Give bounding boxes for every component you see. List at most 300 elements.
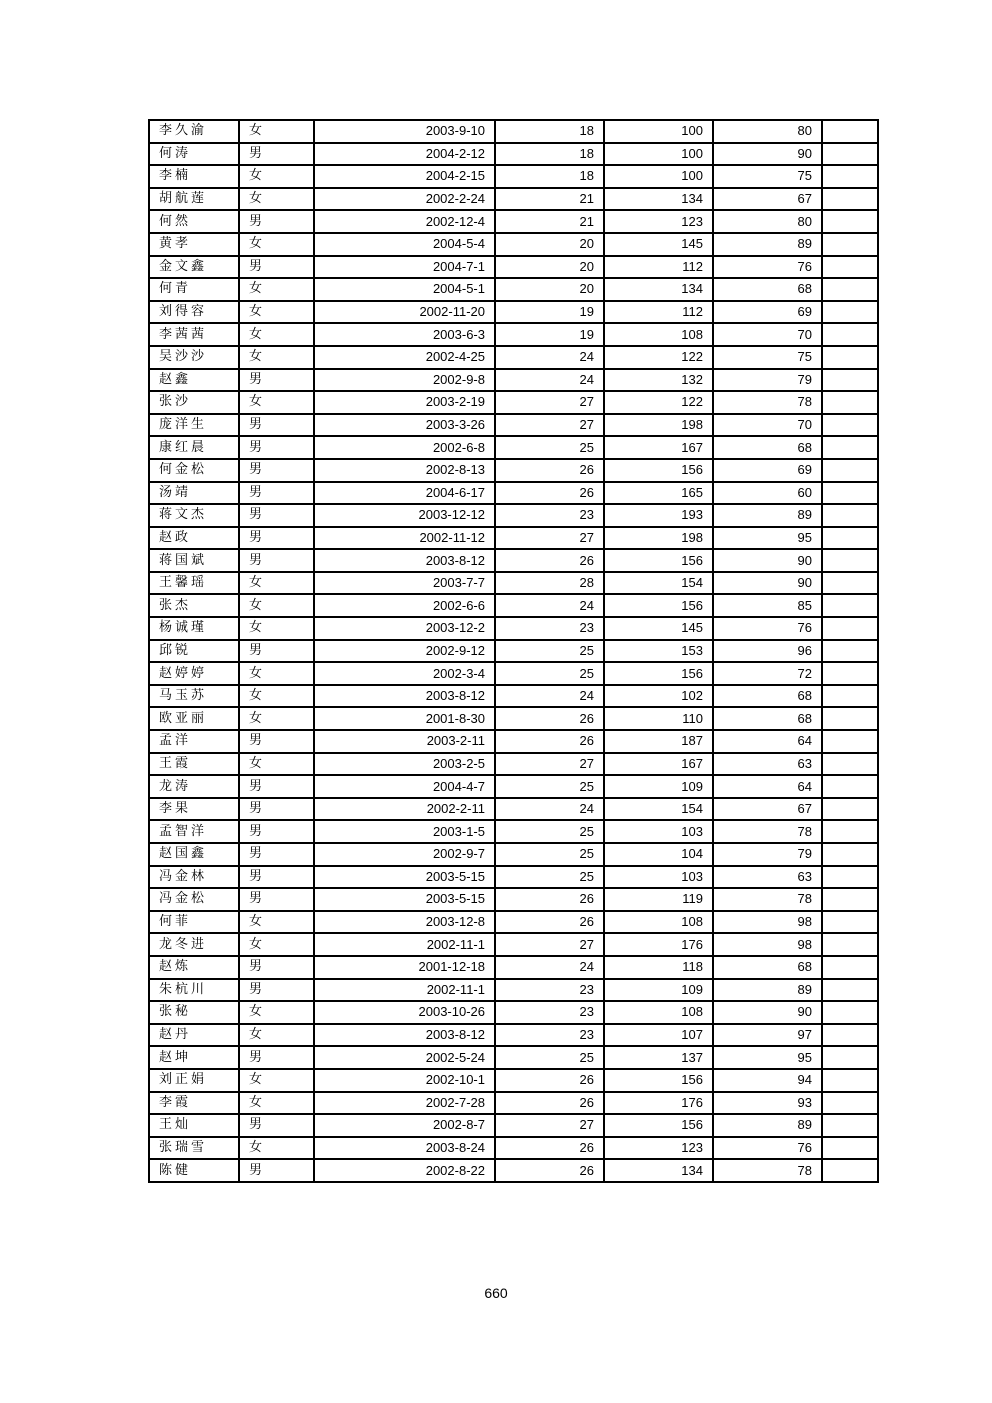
cell-gender: 女: [239, 165, 314, 188]
cell-col4: 27: [495, 414, 604, 437]
cell-gender: 男: [239, 1159, 314, 1182]
cell-col7: [822, 1114, 878, 1137]
cell-gender: 女: [239, 617, 314, 640]
cell-col6: 98: [713, 933, 822, 956]
cell-birthdate: 2002-9-12: [314, 640, 495, 663]
cell-col6: 89: [713, 233, 822, 256]
cell-col6: 63: [713, 753, 822, 776]
cell-gender: 男: [239, 640, 314, 663]
cell-col5: 167: [604, 436, 713, 459]
cell-col4: 18: [495, 120, 604, 143]
cell-name: 孟智洋: [149, 820, 239, 843]
table-row: [149, 120, 878, 143]
cell-col4: 24: [495, 594, 604, 617]
cell-col7: [822, 730, 878, 753]
cell-col4: 25: [495, 640, 604, 663]
table-row: [149, 278, 878, 301]
cell-col4: 21: [495, 210, 604, 233]
cell-col5: 122: [604, 391, 713, 414]
cell-name: 刘正娟: [149, 1069, 239, 1092]
table-row: [149, 617, 878, 640]
cell-gender: 女: [239, 1069, 314, 1092]
cell-col4: 26: [495, 482, 604, 505]
cell-gender: 男: [239, 549, 314, 572]
table-row: [149, 459, 878, 482]
cell-birthdate: 2003-2-19: [314, 391, 495, 414]
cell-name: 金文鑫: [149, 256, 239, 279]
cell-col5: 154: [604, 572, 713, 595]
cell-col5: 176: [604, 1092, 713, 1115]
cell-birthdate: 2002-4-25: [314, 346, 495, 369]
cell-col4: 19: [495, 301, 604, 324]
cell-col5: 118: [604, 956, 713, 979]
cell-col5: 134: [604, 1159, 713, 1182]
cell-name: 刘得容: [149, 301, 239, 324]
cell-birthdate: 2002-11-12: [314, 527, 495, 550]
cell-col5: 102: [604, 685, 713, 708]
table-body: [149, 120, 878, 1182]
cell-col6: 79: [713, 369, 822, 392]
table-row: [149, 482, 878, 505]
cell-name: 王霞: [149, 753, 239, 776]
cell-col5: 112: [604, 256, 713, 279]
cell-col5: 108: [604, 323, 713, 346]
cell-gender: 女: [239, 278, 314, 301]
table-row: [149, 391, 878, 414]
cell-col7: [822, 888, 878, 911]
table-row: [149, 188, 878, 211]
cell-gender: 女: [239, 301, 314, 324]
table-row: [149, 798, 878, 821]
cell-birthdate: 2004-2-15: [314, 165, 495, 188]
cell-col5: 110: [604, 707, 713, 730]
cell-name: 李茜茜: [149, 323, 239, 346]
cell-col7: [822, 617, 878, 640]
table-row: [149, 640, 878, 663]
cell-name: 李霞: [149, 1092, 239, 1115]
cell-col4: 25: [495, 866, 604, 889]
cell-birthdate: 2002-11-20: [314, 301, 495, 324]
cell-col4: 18: [495, 143, 604, 166]
cell-col7: [822, 1092, 878, 1115]
cell-col5: 198: [604, 414, 713, 437]
table-row: [149, 1024, 878, 1047]
table-row: [149, 504, 878, 527]
cell-birthdate: 2003-3-26: [314, 414, 495, 437]
cell-col5: 109: [604, 775, 713, 798]
cell-col6: 64: [713, 730, 822, 753]
cell-gender: 女: [239, 753, 314, 776]
cell-col5: 145: [604, 617, 713, 640]
cell-gender: 男: [239, 843, 314, 866]
cell-col4: 26: [495, 1159, 604, 1182]
cell-birthdate: 2003-8-12: [314, 1024, 495, 1047]
cell-col4: 26: [495, 459, 604, 482]
cell-birthdate: 2003-8-24: [314, 1137, 495, 1160]
cell-name: 康红晨: [149, 436, 239, 459]
cell-name: 孟洋: [149, 730, 239, 753]
cell-col7: [822, 1001, 878, 1024]
cell-name: 赵炼: [149, 956, 239, 979]
cell-col7: [822, 504, 878, 527]
cell-col7: [822, 1069, 878, 1092]
cell-col5: 187: [604, 730, 713, 753]
table-row: [149, 911, 878, 934]
cell-col6: 63: [713, 866, 822, 889]
table-row: [149, 165, 878, 188]
cell-col5: 156: [604, 549, 713, 572]
cell-col4: 23: [495, 1024, 604, 1047]
cell-gender: 女: [239, 911, 314, 934]
cell-birthdate: 2002-5-24: [314, 1046, 495, 1069]
cell-col6: 96: [713, 640, 822, 663]
cell-col6: 90: [713, 1001, 822, 1024]
cell-col6: 78: [713, 1159, 822, 1182]
cell-name: 何菲: [149, 911, 239, 934]
cell-birthdate: 2001-8-30: [314, 707, 495, 730]
cell-gender: 男: [239, 504, 314, 527]
cell-col6: 69: [713, 459, 822, 482]
cell-col7: [822, 1159, 878, 1182]
cell-birthdate: 2004-5-4: [314, 233, 495, 256]
cell-gender: 男: [239, 482, 314, 505]
cell-col5: 167: [604, 753, 713, 776]
cell-col7: [822, 594, 878, 617]
cell-name: 陈健: [149, 1159, 239, 1182]
table-row: [149, 323, 878, 346]
cell-col7: [822, 911, 878, 934]
cell-name: 马玉苏: [149, 685, 239, 708]
table-row: [149, 662, 878, 685]
cell-col6: 95: [713, 527, 822, 550]
cell-col4: 27: [495, 1114, 604, 1137]
cell-name: 李久渝: [149, 120, 239, 143]
cell-name: 张瑞雪: [149, 1137, 239, 1160]
cell-col7: [822, 301, 878, 324]
cell-col7: [822, 165, 878, 188]
cell-col5: 132: [604, 369, 713, 392]
cell-col5: 193: [604, 504, 713, 527]
table-row: [149, 233, 878, 256]
cell-gender: 男: [239, 527, 314, 550]
cell-col7: [822, 572, 878, 595]
cell-gender: 男: [239, 414, 314, 437]
cell-col6: 70: [713, 323, 822, 346]
cell-col7: [822, 1046, 878, 1069]
cell-col5: 100: [604, 165, 713, 188]
table-row: [149, 775, 878, 798]
cell-name: 吴沙沙: [149, 346, 239, 369]
cell-gender: 女: [239, 1137, 314, 1160]
cell-col4: 25: [495, 662, 604, 685]
cell-gender: 女: [239, 707, 314, 730]
cell-col7: [822, 414, 878, 437]
cell-col4: 24: [495, 956, 604, 979]
table-row: [149, 933, 878, 956]
cell-gender: 男: [239, 798, 314, 821]
table-row: [149, 753, 878, 776]
cell-col4: 19: [495, 323, 604, 346]
cell-col7: [822, 956, 878, 979]
cell-col4: 20: [495, 256, 604, 279]
cell-col5: 108: [604, 1001, 713, 1024]
cell-birthdate: 2001-12-18: [314, 956, 495, 979]
cell-birthdate: 2004-5-1: [314, 278, 495, 301]
cell-gender: 男: [239, 1046, 314, 1069]
cell-name: 冯金松: [149, 888, 239, 911]
cell-col5: 137: [604, 1046, 713, 1069]
cell-gender: 女: [239, 391, 314, 414]
cell-col7: [822, 820, 878, 843]
cell-col4: 23: [495, 504, 604, 527]
cell-col6: 68: [713, 278, 822, 301]
cell-gender: 女: [239, 662, 314, 685]
cell-col5: 108: [604, 911, 713, 934]
cell-name: 龙涛: [149, 775, 239, 798]
cell-col5: 123: [604, 1137, 713, 1160]
cell-col6: 72: [713, 662, 822, 685]
table-row: [149, 346, 878, 369]
cell-gender: 女: [239, 1024, 314, 1047]
cell-name: 杨诚瑾: [149, 617, 239, 640]
cell-col5: 165: [604, 482, 713, 505]
cell-birthdate: 2003-8-12: [314, 685, 495, 708]
cell-col7: [822, 685, 878, 708]
cell-col4: 24: [495, 346, 604, 369]
table-row: [149, 956, 878, 979]
cell-col6: 68: [713, 685, 822, 708]
cell-gender: 男: [239, 866, 314, 889]
cell-col5: 156: [604, 594, 713, 617]
cell-birthdate: 2002-11-1: [314, 979, 495, 1002]
cell-name: 龙冬进: [149, 933, 239, 956]
table-row: [149, 549, 878, 572]
table-row: [149, 210, 878, 233]
cell-col6: 94: [713, 1069, 822, 1092]
cell-gender: 男: [239, 775, 314, 798]
cell-col6: 80: [713, 120, 822, 143]
cell-birthdate: 2002-9-8: [314, 369, 495, 392]
cell-birthdate: 2002-9-7: [314, 843, 495, 866]
cell-gender: 女: [239, 323, 314, 346]
cell-birthdate: 2004-7-1: [314, 256, 495, 279]
cell-birthdate: 2003-5-15: [314, 866, 495, 889]
cell-col5: 153: [604, 640, 713, 663]
cell-col7: [822, 707, 878, 730]
cell-col5: 156: [604, 459, 713, 482]
cell-col5: 156: [604, 1069, 713, 1092]
cell-col4: 28: [495, 572, 604, 595]
cell-col4: 25: [495, 436, 604, 459]
cell-name: 李楠: [149, 165, 239, 188]
cell-col7: [822, 527, 878, 550]
cell-col5: 119: [604, 888, 713, 911]
cell-col6: 76: [713, 256, 822, 279]
cell-gender: 女: [239, 188, 314, 211]
cell-col5: 100: [604, 143, 713, 166]
cell-col7: [822, 436, 878, 459]
cell-birthdate: 2002-8-13: [314, 459, 495, 482]
cell-name: 胡航莲: [149, 188, 239, 211]
table-row: [149, 1046, 878, 1069]
cell-gender: 女: [239, 1092, 314, 1115]
table-row: [149, 436, 878, 459]
cell-col5: 134: [604, 278, 713, 301]
cell-col7: [822, 482, 878, 505]
table-row: [149, 369, 878, 392]
cell-gender: 男: [239, 143, 314, 166]
cell-name: 张杰: [149, 594, 239, 617]
cell-col6: 89: [713, 504, 822, 527]
cell-col4: 25: [495, 1046, 604, 1069]
table-row: [149, 866, 878, 889]
cell-col6: 80: [713, 210, 822, 233]
cell-birthdate: 2002-8-22: [314, 1159, 495, 1182]
cell-birthdate: 2002-7-28: [314, 1092, 495, 1115]
cell-gender: 男: [239, 436, 314, 459]
cell-col7: [822, 278, 878, 301]
cell-birthdate: 2002-12-4: [314, 210, 495, 233]
cell-name: 何青: [149, 278, 239, 301]
table-row: [149, 256, 878, 279]
cell-birthdate: 2002-6-8: [314, 436, 495, 459]
cell-birthdate: 2003-12-2: [314, 617, 495, 640]
cell-gender: 男: [239, 956, 314, 979]
cell-col6: 85: [713, 594, 822, 617]
cell-col5: 198: [604, 527, 713, 550]
cell-col6: 98: [713, 911, 822, 934]
cell-name: 邱锐: [149, 640, 239, 663]
cell-col7: [822, 1024, 878, 1047]
cell-col7: [822, 798, 878, 821]
cell-birthdate: 2002-10-1: [314, 1069, 495, 1092]
cell-col7: [822, 775, 878, 798]
cell-col6: 76: [713, 617, 822, 640]
cell-gender: 女: [239, 572, 314, 595]
cell-col4: 26: [495, 549, 604, 572]
cell-gender: 男: [239, 730, 314, 753]
cell-col5: 145: [604, 233, 713, 256]
cell-name: 何然: [149, 210, 239, 233]
cell-birthdate: 2003-9-10: [314, 120, 495, 143]
cell-name: 欧亚丽: [149, 707, 239, 730]
cell-birthdate: 2003-12-12: [314, 504, 495, 527]
cell-col6: 68: [713, 436, 822, 459]
cell-col6: 76: [713, 1137, 822, 1160]
cell-col7: [822, 662, 878, 685]
cell-birthdate: 2003-8-12: [314, 549, 495, 572]
cell-col5: 107: [604, 1024, 713, 1047]
cell-col6: 90: [713, 549, 822, 572]
cell-col7: [822, 210, 878, 233]
cell-col7: [822, 843, 878, 866]
cell-col4: 24: [495, 369, 604, 392]
cell-col4: 24: [495, 685, 604, 708]
cell-gender: 女: [239, 346, 314, 369]
cell-col4: 23: [495, 617, 604, 640]
cell-col4: 23: [495, 1001, 604, 1024]
cell-name: 赵婷婷: [149, 662, 239, 685]
cell-name: 王灿: [149, 1114, 239, 1137]
cell-col6: 67: [713, 188, 822, 211]
cell-name: 何金松: [149, 459, 239, 482]
table-row: [149, 820, 878, 843]
cell-col5: 100: [604, 120, 713, 143]
cell-col4: 26: [495, 1092, 604, 1115]
cell-gender: 男: [239, 979, 314, 1002]
cell-col7: [822, 256, 878, 279]
cell-birthdate: 2002-6-6: [314, 594, 495, 617]
cell-birthdate: 2003-2-5: [314, 753, 495, 776]
cell-col5: 109: [604, 979, 713, 1002]
cell-name: 朱杭川: [149, 979, 239, 1002]
cell-col4: 26: [495, 911, 604, 934]
cell-col5: 112: [604, 301, 713, 324]
cell-name: 赵国鑫: [149, 843, 239, 866]
cell-gender: 男: [239, 256, 314, 279]
cell-col7: [822, 369, 878, 392]
cell-col6: 60: [713, 482, 822, 505]
cell-name: 庞洋生: [149, 414, 239, 437]
table-row: [149, 685, 878, 708]
cell-birthdate: 2004-6-17: [314, 482, 495, 505]
cell-col5: 156: [604, 662, 713, 685]
cell-col4: 27: [495, 753, 604, 776]
cell-col7: [822, 640, 878, 663]
cell-name: 赵政: [149, 527, 239, 550]
cell-col4: 21: [495, 188, 604, 211]
cell-col6: 64: [713, 775, 822, 798]
table-row: [149, 414, 878, 437]
cell-col6: 97: [713, 1024, 822, 1047]
cell-col6: 75: [713, 165, 822, 188]
cell-col7: [822, 549, 878, 572]
cell-birthdate: 2003-5-15: [314, 888, 495, 911]
cell-col4: 25: [495, 820, 604, 843]
cell-col4: 27: [495, 527, 604, 550]
cell-birthdate: 2002-3-4: [314, 662, 495, 685]
cell-col7: [822, 979, 878, 1002]
cell-col6: 70: [713, 414, 822, 437]
cell-col6: 93: [713, 1092, 822, 1115]
cell-gender: 男: [239, 820, 314, 843]
cell-col7: [822, 346, 878, 369]
cell-col6: 78: [713, 391, 822, 414]
cell-birthdate: 2003-2-11: [314, 730, 495, 753]
cell-col6: 89: [713, 979, 822, 1002]
cell-name: 蒋文杰: [149, 504, 239, 527]
cell-col6: 90: [713, 572, 822, 595]
cell-birthdate: 2003-7-7: [314, 572, 495, 595]
cell-name: 蒋国斌: [149, 549, 239, 572]
cell-col4: 26: [495, 707, 604, 730]
cell-col7: [822, 120, 878, 143]
cell-gender: 女: [239, 1001, 314, 1024]
cell-gender: 男: [239, 1114, 314, 1137]
cell-col6: 75: [713, 346, 822, 369]
cell-gender: 男: [239, 459, 314, 482]
cell-col6: 78: [713, 888, 822, 911]
cell-name: 张秘: [149, 1001, 239, 1024]
table-row: [149, 1159, 878, 1182]
cell-col6: 69: [713, 301, 822, 324]
cell-col5: 156: [604, 1114, 713, 1137]
cell-col4: 18: [495, 165, 604, 188]
cell-col5: 134: [604, 188, 713, 211]
table-row: [149, 843, 878, 866]
cell-col6: 95: [713, 1046, 822, 1069]
cell-col4: 27: [495, 391, 604, 414]
